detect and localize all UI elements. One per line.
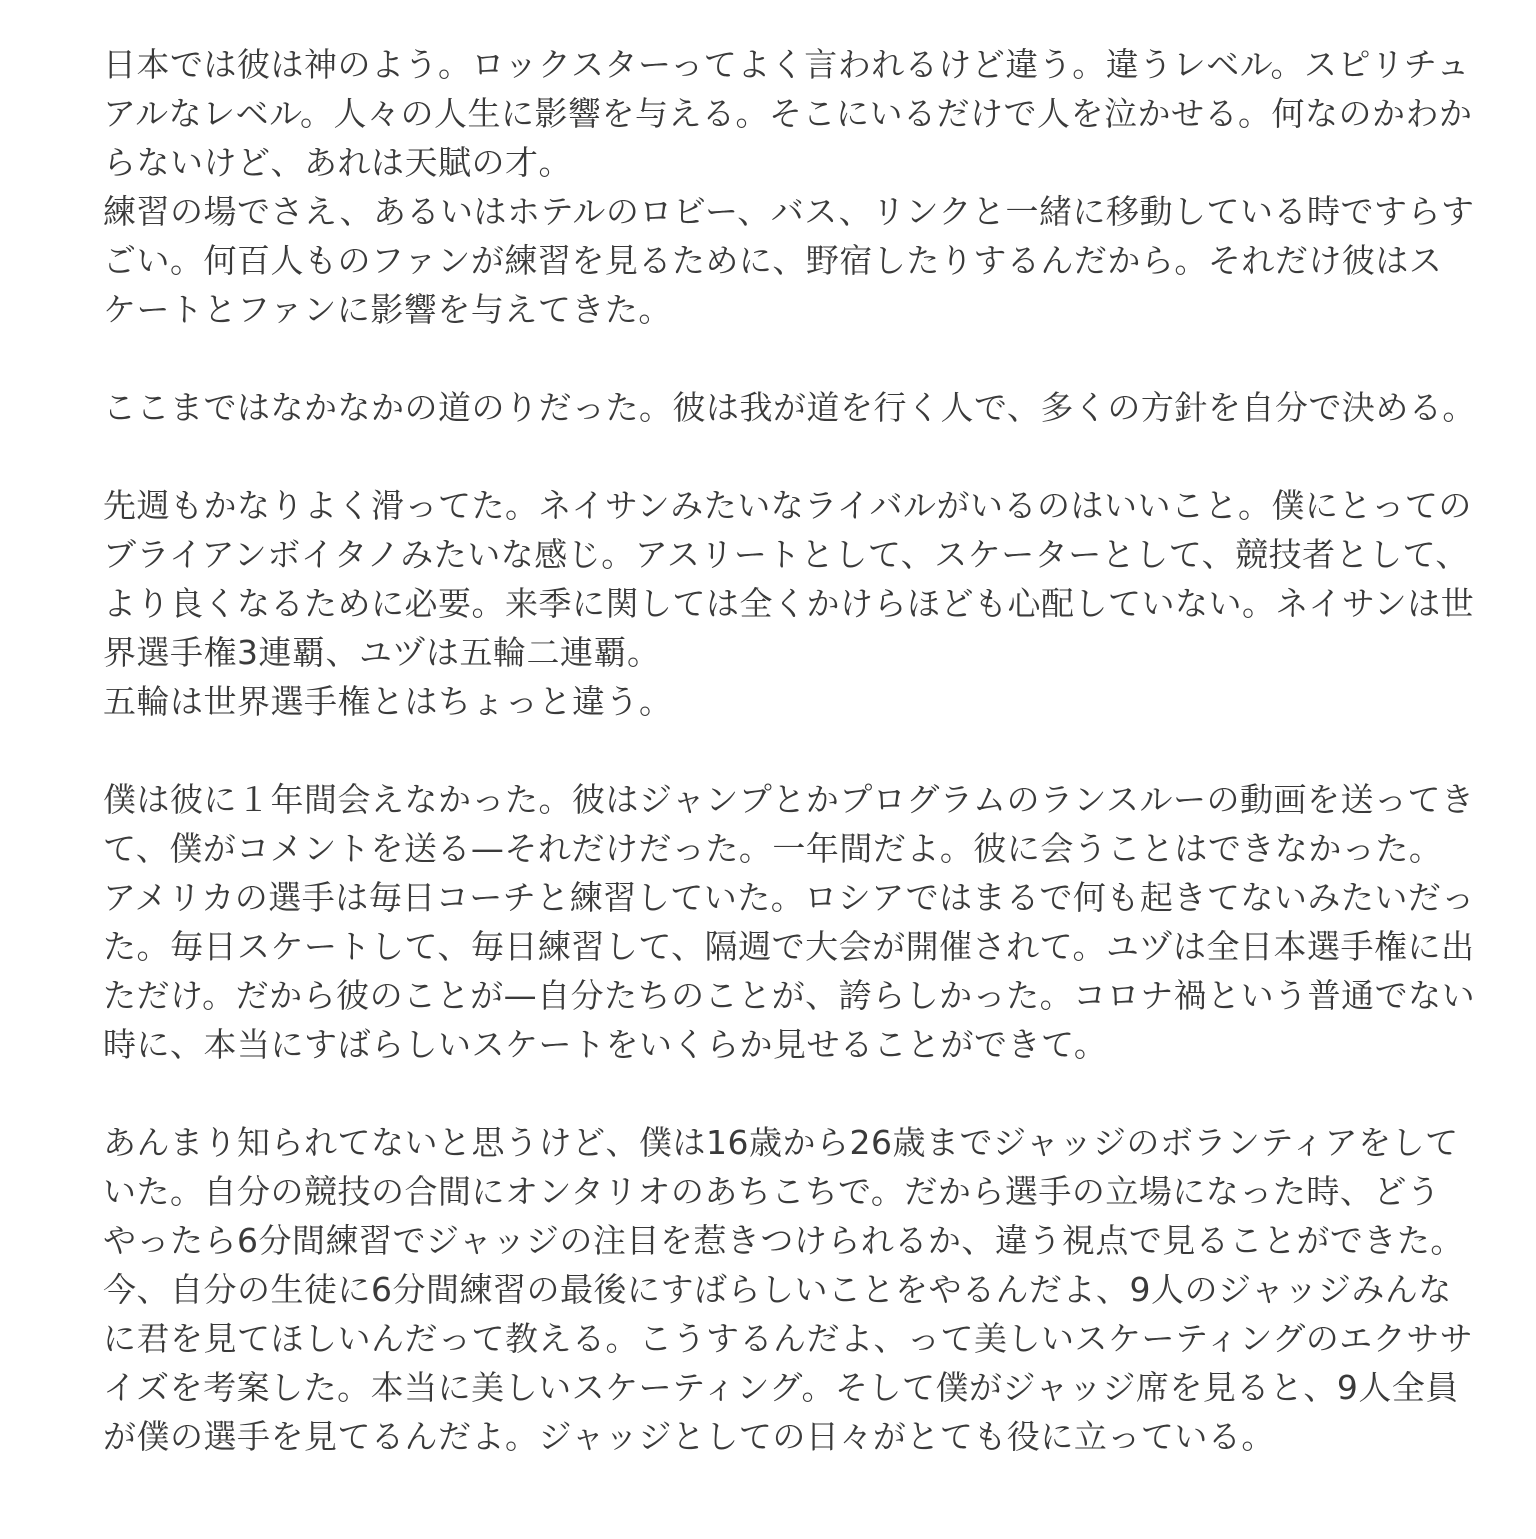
text-line: た。毎日スケートして、毎日練習して、隔週で大会が開催されて。ユヅは全日本選手権に出 xyxy=(103,927,1475,966)
text-line: て、僕がコメントを送る—それだけだった。一年間だよ。彼に会うことはできなかった。 xyxy=(103,829,1443,868)
text-line: 先週もかなりよく滑ってた。ネイサンみたいなライバルがいるのはいいこと。僕にとっての xyxy=(103,486,1472,525)
text-line: アメリカの選手は毎日コーチと練習していた。ロシアではまるで何も起きてないみたいだっ xyxy=(103,878,1475,917)
text-line: あんまり知られてないと思うけど、僕は16歳から26歳までジャッジのボランティアをして xyxy=(103,1123,1459,1162)
text-line: アルなレベル。人々の人生に影響を与える。そこにいるだけで人を泣かせる。何なのかわか xyxy=(103,94,1473,133)
document-body xyxy=(103,40,1476,1461)
paragraph-4 xyxy=(103,775,1476,1069)
text-line: 練習の場でさえ、あるいはホテルのロビー、バス、リンクと一緒に移動している時ですらす xyxy=(103,192,1475,231)
text-line: ここまではなかなかの道のりだった。彼は我が道を行く人で、多くの方針を自分で決める。 xyxy=(103,388,1476,427)
paragraph-3 xyxy=(103,481,1475,726)
text-line: らないけど、あれは天賦の才。 xyxy=(103,143,572,182)
text-line: ただけ。だから彼のことが—自分たちのことが、誇らしかった。コロナ禍という普通でない xyxy=(103,976,1476,1015)
text-line: 今、自分の生徒に6分間練習の最後にすばらしいことをやるんだよ、9人のジャッジみんな xyxy=(103,1270,1452,1309)
text-line: やったら6分間練習でジャッジの注目を惹きつけられるか、違う視点で見ることができた。 xyxy=(103,1221,1464,1260)
paragraph-gap xyxy=(103,726,1448,775)
text-line: ごい。何百人ものファンが練習を見るために、野宿したりするんだから。それだけ彼はス xyxy=(103,241,1443,280)
paragraph-gap xyxy=(103,334,1448,383)
text-line: イズを考案した。本当に美しいスケーティング。そして僕がジャッジ席を見ると、9人全員 xyxy=(103,1368,1459,1407)
text-line: 五輪は世界選手権とはちょっと違う。 xyxy=(103,682,673,721)
text-line: 時に、本当にすばらしいスケートをいくらか見せることができて。 xyxy=(103,1025,1108,1064)
text-line: 僕は彼に１年間会えなかった。彼はジャンプとかプログラムのランスルーの動画を送ってき xyxy=(103,780,1475,819)
text-line: 日本では彼は神のよう。ロックスターってよく言われるけど違う。違うレベル。スピリチュ xyxy=(103,45,1470,84)
text-line: に君を見てほしいんだって教える。こうするんだよ、って美しいスケーティングのエクササ xyxy=(103,1319,1474,1358)
text-line: が僕の選手を見てるんだよ。ジャッジとしての日々がとても役に立っている。 xyxy=(103,1417,1275,1456)
text-line: ブライアンボイタノみたいな感じ。アスリートとして、スケーターとして、競技者として、 xyxy=(103,535,1469,574)
paragraph-gap xyxy=(103,1069,1448,1118)
text-line: ケートとファンに影響を与えてきた。 xyxy=(103,290,672,329)
paragraph-5 xyxy=(103,1118,1474,1461)
paragraph-1 xyxy=(103,40,1475,334)
text-line: より良くなるために必要。来季に関しては全くかけらほども心配していない。ネイサンは世 xyxy=(103,584,1475,623)
text-line: いた。自分の競技の合間にオンタリオのあちこちで。だから選手の立場になった時、どう xyxy=(103,1172,1441,1211)
paragraph-gap xyxy=(103,432,1448,481)
paragraph-2 xyxy=(103,383,1476,432)
text-line: 界選手権3連覇、ユヅは五輪二連覇。 xyxy=(103,633,661,672)
